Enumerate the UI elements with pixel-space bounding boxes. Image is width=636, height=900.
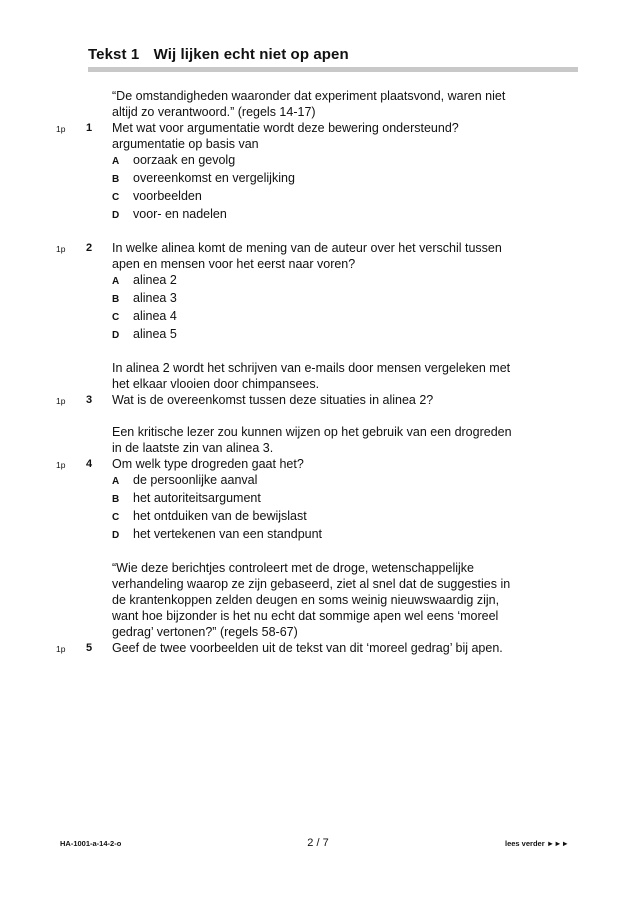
section-title: Wij lijken echt niet op apen [153,46,349,63]
question-number: 5 [86,642,93,654]
option-text: alinea 3 [133,291,177,305]
points-label: 1p [56,124,66,134]
answer-option [112,508,542,526]
continue-indicator: lees verder ►►► [505,839,569,848]
question-text: Met wat voor argumentatie wordt deze bewering ondersteund? [112,121,459,135]
intro-line: gedrag’ vertonen?” (regels 58-67) [112,625,298,639]
option-letter: D [112,530,120,541]
option-letter: C [112,312,120,323]
intro-line: In alinea 2 wordt het schrijven van e-mails door mensen vergeleken met [112,361,511,375]
option-text: het vertekenen van een standpunt [133,527,323,541]
option-letter: B [112,174,120,185]
block-spacer [0,408,636,424]
points-label: 1p [56,644,66,654]
intro-line: “De omstandigheden waaronder dat experiment plaatsvond, waren niet [112,89,506,103]
exam-code: HA-1001-a-14-2-o [60,839,122,848]
answer-option [112,308,542,326]
points-label: 1p [56,244,66,254]
intro-line: want hoe bijzonder is het nu echt dat sommige apen wel eens ‘moreel [112,609,499,623]
question-number: 1 [86,122,93,134]
question-text: Geef de twee voorbeelden uit de tekst van dit ‘moreel gedrag’ bij apen. [112,641,503,655]
option-text: alinea 4 [133,309,177,323]
block-spacer [0,544,636,560]
block-spacer [0,224,636,240]
intro-line: Een kritische lezer zou kunnen wijzen op het gebruik van een drogreden [112,425,512,439]
question-text: Wat is de overeenkomst tussen deze situaties in alinea 2? [112,393,434,407]
answer-option [112,170,542,188]
option-text: het ontduiken van de bewijslast [133,509,307,523]
option-letter: D [112,330,120,341]
question-number: 3 [86,394,93,406]
question-line: argumentatie op basis van [112,137,259,151]
question-line [56,120,552,136]
option-text: voor- en nadelen [133,207,227,221]
question-block [0,88,636,224]
option-letter: D [112,210,120,221]
question-line: apen en mensen voor het eerst naar voren? [112,257,356,271]
question-number: 4 [86,458,93,470]
option-text: alinea 2 [133,273,177,287]
question-block [0,360,636,408]
header-rule [88,67,578,72]
option-letter: A [112,476,120,487]
intro-line: het elkaar vlooien door chimpansees. [112,377,320,391]
answer-option [112,290,542,308]
question-line [56,640,552,656]
intro-line: de krantenkoppen zelden deugen en soms weinig nieuwswaardig zijn, [112,593,500,607]
answer-option [112,188,542,206]
answer-option [112,272,542,290]
option-letter: A [112,276,120,287]
answer-option [112,206,542,224]
question-line [56,392,552,408]
points-label: 1p [56,460,66,470]
page-number: 2 / 7 [307,837,329,849]
question-block [0,560,636,656]
option-letter: C [112,192,120,203]
question-block [0,424,636,544]
intro-line: altijd zo verantwoord.” (regels 14-17) [112,105,316,119]
question-text: Om welk type drogreden gaat het? [112,457,304,471]
intro-line: verhandeling waarop ze zijn gebaseerd, ziet al snel dat de suggesties in [112,577,511,591]
option-text: het autoriteitsargument [133,491,261,505]
option-text: overeenkomst en vergelijking [133,171,295,185]
intro-line: in de laatste zin van alinea 3. [112,441,274,455]
answer-option [112,326,542,344]
option-text: voorbeelden [133,189,202,203]
questions-area [0,88,636,656]
answer-option [112,152,542,170]
block-spacer [0,344,636,360]
question-line [56,240,552,256]
question-block [0,240,636,344]
answer-option [112,526,542,544]
points-label: 1p [56,396,66,406]
question-text: In welke alinea komt de mening van de auteur over het verschil tussen [112,241,502,255]
answer-option [112,472,542,490]
section-header [88,46,578,63]
answer-option [112,490,542,508]
intro-line: “Wie deze berichtjes controleert met de droge, wetenschappelijke [112,561,474,575]
option-letter: B [112,294,120,305]
question-number: 2 [86,242,93,254]
option-letter: C [112,512,120,523]
option-letter: B [112,494,120,505]
question-line [56,456,552,472]
option-text: de persoonlijke aanval [133,473,258,487]
option-text: alinea 5 [133,327,177,341]
option-letter: A [112,156,120,167]
section-label: Tekst 1 [88,46,140,63]
option-text: oorzaak en gevolg [133,153,236,167]
